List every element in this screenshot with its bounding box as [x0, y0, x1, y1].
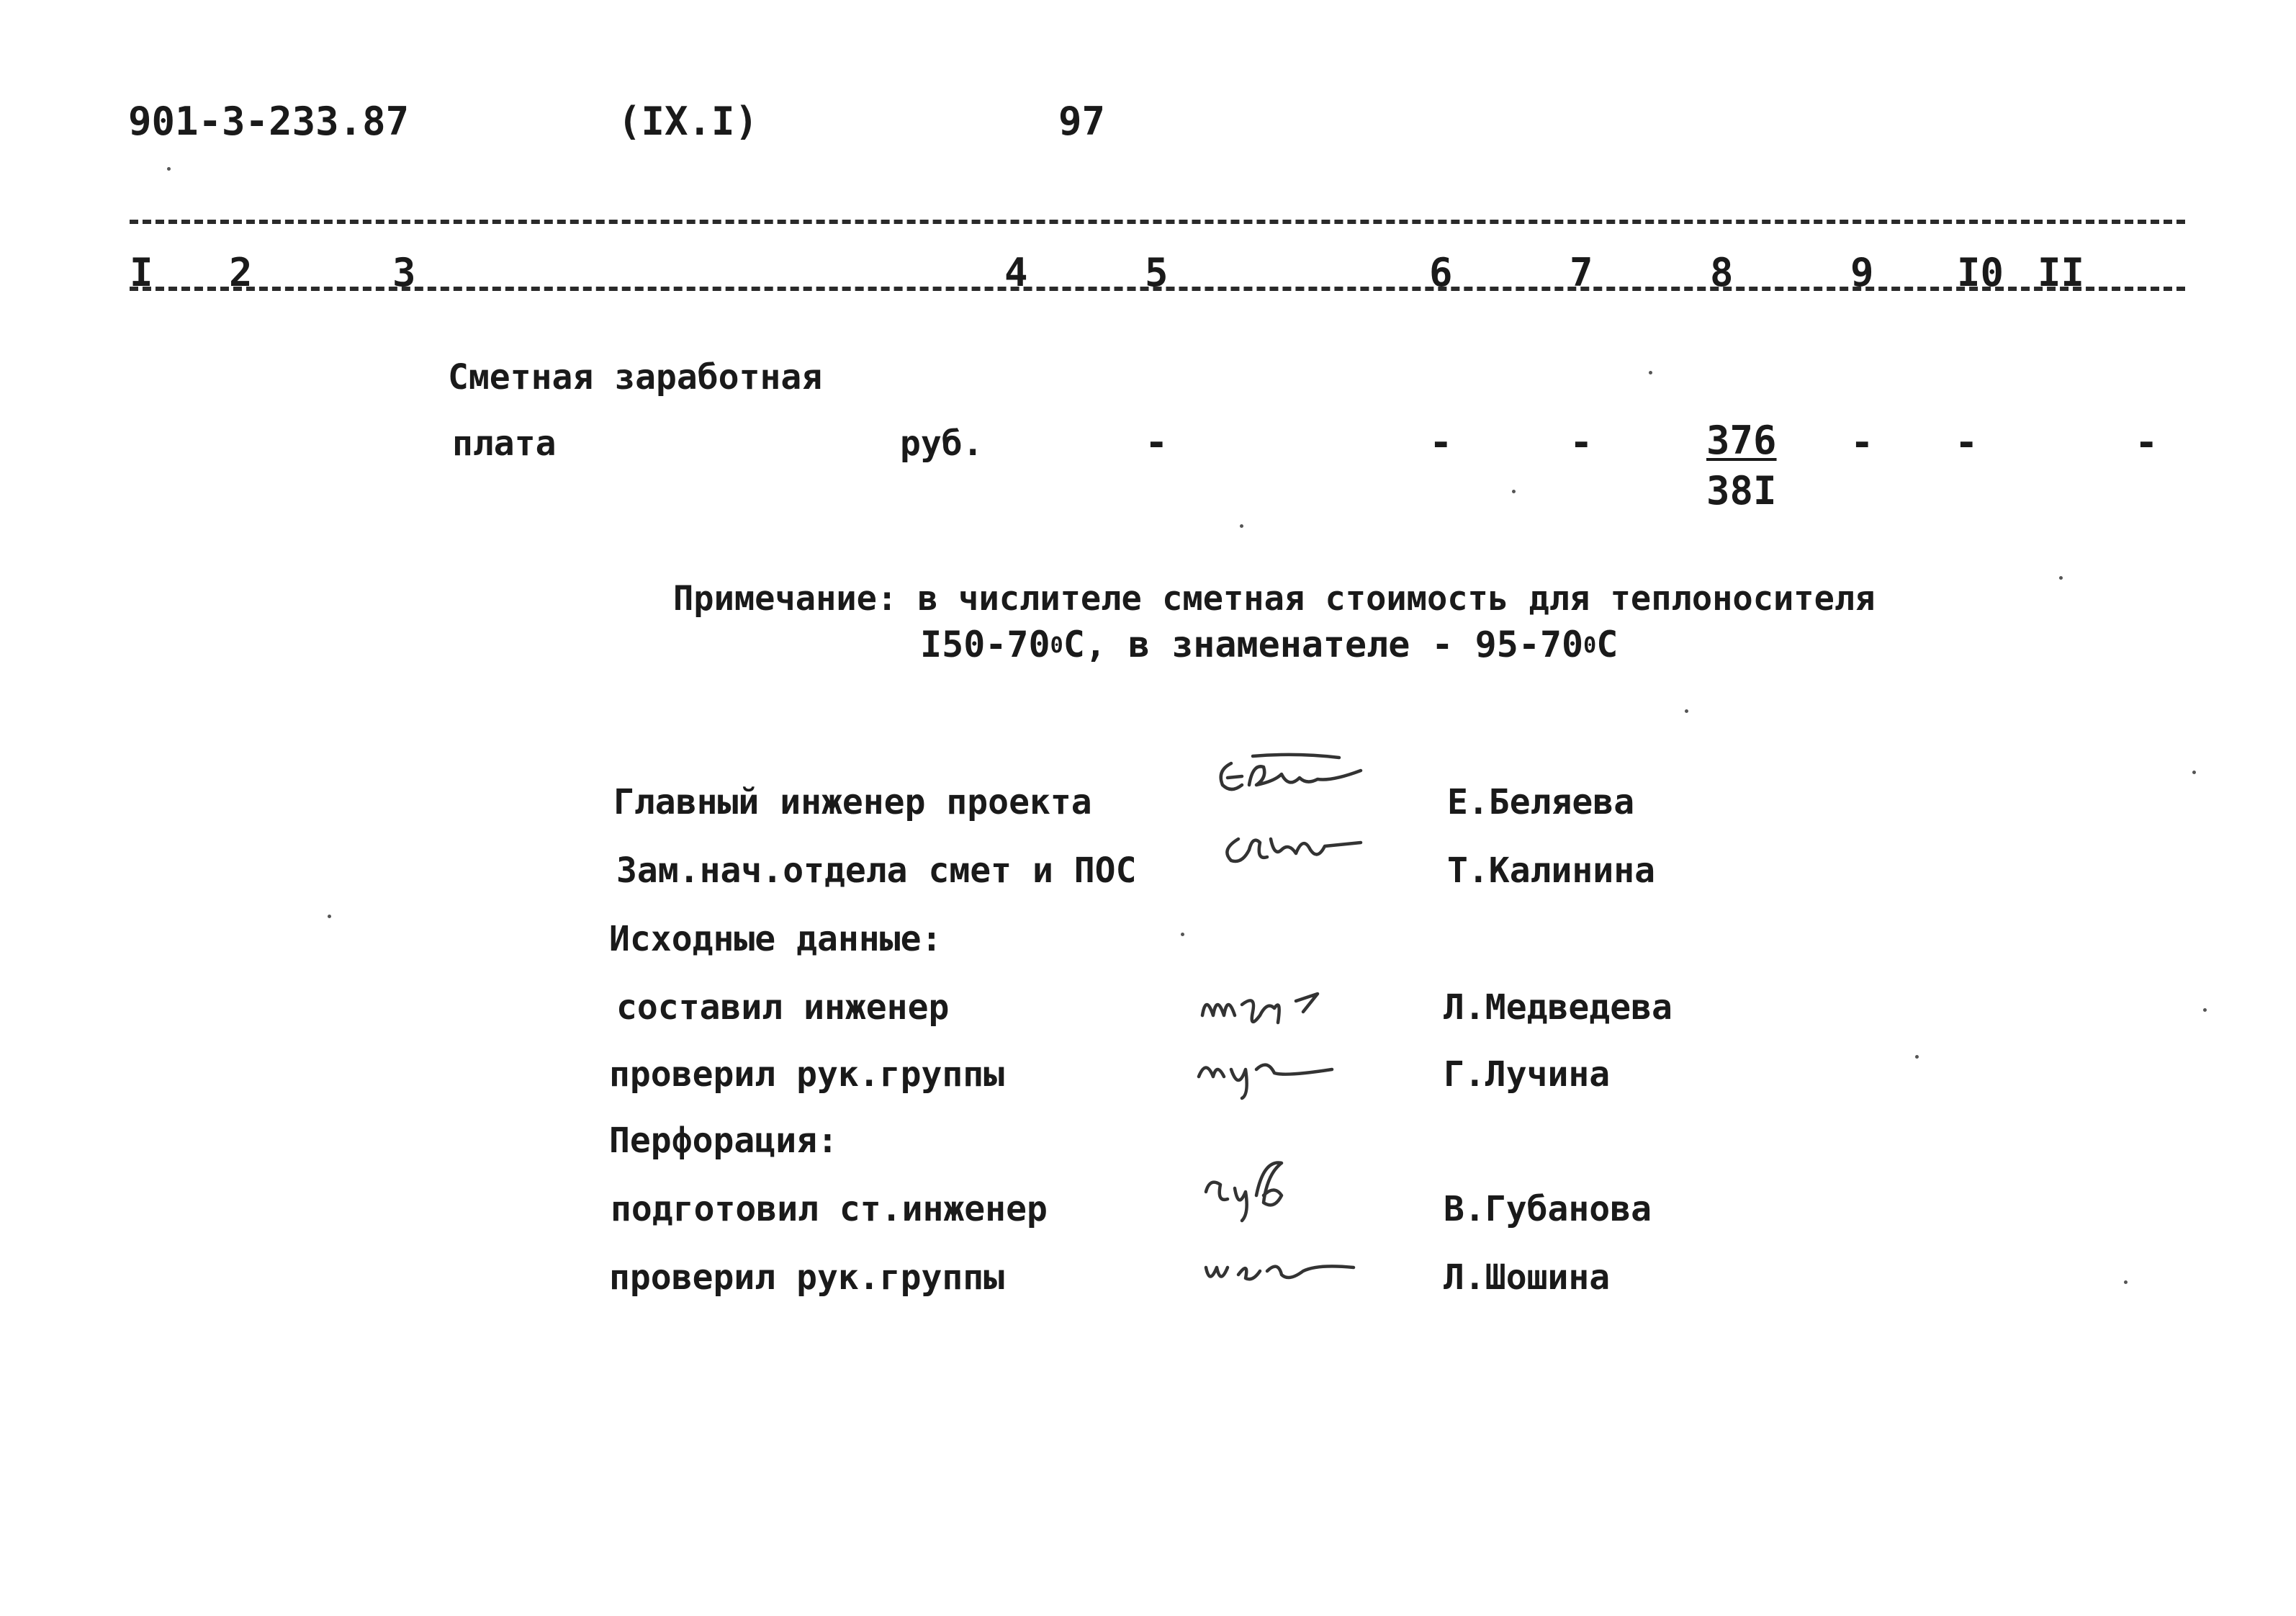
column-number-6: 6	[1429, 250, 1453, 295]
signature-role-checked-by-2: проверил рук.группы	[609, 1257, 1005, 1298]
signature-role-prepared-by: подготовил ст.инженер	[611, 1189, 1048, 1229]
handwritten-signature-4	[1188, 1037, 1339, 1102]
scan-speck	[1240, 524, 1243, 528]
scan-speck	[2203, 1008, 2207, 1012]
perforation-heading: Перфорация:	[609, 1121, 838, 1161]
column-number-7: 7	[1570, 250, 1593, 295]
column-number-8: 8	[1710, 250, 1734, 295]
column-number-11: II	[2038, 250, 2085, 295]
scan-speck	[2124, 1280, 2128, 1284]
signature-name-checked-by-2: Л.Шошина	[1444, 1257, 1611, 1298]
handwritten-signature-2	[1217, 821, 1375, 875]
note-line2: $I50-70^0С$, в знаменателе - $95-70^0С$	[920, 624, 1619, 665]
column-number-9: 9	[1850, 250, 1874, 295]
row-col6-value: -	[1429, 420, 1453, 465]
column-number-4: 4	[1004, 250, 1028, 295]
column-number-2: 2	[229, 250, 253, 295]
scan-speck	[167, 167, 171, 171]
signature-name-deputy-head: Т.Калинина	[1447, 850, 1655, 891]
section-number: (IX.I)	[618, 99, 759, 144]
column-number-3: 3	[392, 250, 416, 295]
row-col11-value: -	[2135, 420, 2158, 465]
table-top-rule	[130, 220, 2185, 224]
signature-role-checked-by-1: проверил рук.группы	[609, 1054, 1005, 1095]
handwritten-signature-3	[1188, 972, 1332, 1037]
page-number: 97	[1058, 99, 1106, 144]
column-number-10: I0	[1957, 250, 2004, 295]
handwritten-signature-5	[1195, 1152, 1339, 1224]
column-number-1: I	[130, 250, 153, 295]
signature-name-prepared-by: В.Губанова	[1444, 1189, 1652, 1229]
scan-speck	[1915, 1055, 1919, 1059]
row-unit: руб.	[900, 423, 983, 464]
handwritten-signature-6	[1195, 1239, 1361, 1296]
row-col5-value: -	[1145, 420, 1169, 465]
scan-speck	[328, 915, 331, 918]
scan-speck	[2059, 576, 2063, 580]
signature-role-chief-engineer: Главный инженер проекта	[613, 782, 1092, 822]
row-col8-denominator: 38I	[1706, 468, 1777, 513]
row-name-line1: Сметная заработная	[448, 357, 823, 398]
signature-role-compiled-by: составил инженер	[616, 987, 950, 1028]
document-code: 901-3-233.87	[128, 99, 410, 144]
signature-name-compiled-by: Л.Медведева	[1444, 987, 1673, 1028]
scan-speck	[1685, 709, 1688, 713]
row-col10-value: -	[1955, 420, 1978, 465]
row-col7-value: -	[1570, 420, 1593, 465]
column-number-5: 5	[1145, 250, 1169, 295]
signature-name-checked-by-1: Г.Лучина	[1444, 1054, 1611, 1095]
signature-role-deputy-head: Зам.нач.отдела смет и ПОС	[616, 850, 1137, 891]
handwritten-signature-1	[1210, 749, 1375, 807]
source-data-heading: Исходные данные:	[609, 919, 942, 959]
scan-speck	[1181, 933, 1184, 936]
scan-speck	[2192, 771, 2196, 774]
row-col8-numerator: 376	[1706, 418, 1777, 463]
row-col9-value: -	[1850, 420, 1874, 465]
scan-speck	[1512, 490, 1516, 493]
signature-name-chief-engineer: Е.Беляева	[1447, 782, 1635, 822]
note-line1: Примечание: в числителе сметная стоимость для теплоносителя	[673, 579, 1876, 619]
row-name-line2: плата	[452, 423, 557, 464]
scan-speck	[1649, 371, 1652, 374]
